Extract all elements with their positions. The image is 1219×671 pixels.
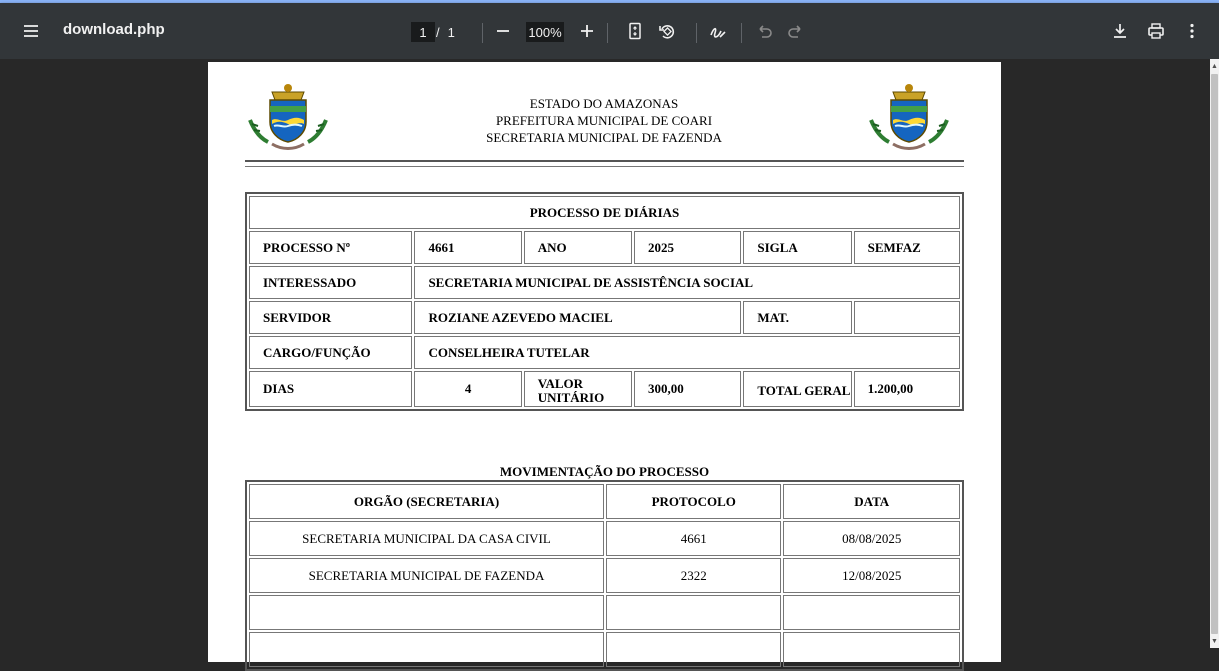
acronym-value: SEMFAZ [854,231,960,264]
document-header [404,95,804,146]
annotate-icon[interactable] [702,15,734,47]
page-total: 1 [447,24,455,40]
coat-of-arms-right [869,82,949,154]
process-table-title: PROCESSO DE DIÁRIAS [249,196,960,229]
pdf-page [208,62,1001,662]
days-label: DIAS [249,371,412,407]
acronym-label: SIGLA [743,231,851,264]
header-line-secretariat: SECRETARIA MUNICIPAL DE FAZENDA [486,130,722,145]
movement-section-title: MOVIMENTAÇÃO DO PROCESSO [499,464,710,479]
file-title: download.php [63,21,165,38]
table-header-row [249,484,960,519]
table-row [249,336,960,369]
table-row [249,266,960,299]
protocol-cell: 4661 [606,521,781,556]
scrollbar-thumb[interactable] [1211,74,1218,634]
fit-page-icon[interactable] [619,15,651,47]
zoom-in-icon[interactable] [571,15,603,47]
unit-value-label: VALOR UNITÁRIO [524,371,632,407]
page-separator: / [436,24,440,40]
toolbar-divider [607,23,608,43]
date-cell: 12/08/2025 [783,558,960,593]
year-value: 2025 [634,231,741,264]
scroll-down-arrow-icon[interactable]: ▼ [1211,638,1218,645]
registration-value [854,301,960,334]
undo-icon[interactable] [748,15,780,47]
table-row [249,595,960,630]
protocol-cell [606,632,781,667]
total-value: 1.200,00 [854,371,960,407]
agency-cell [249,632,604,667]
date-cell [783,632,960,667]
year-label: ANO [524,231,632,264]
process-number-value: 4661 [414,231,521,264]
toolbar-divider [741,23,742,43]
rotate-icon[interactable] [651,15,683,47]
header-line-state: ESTADO DO AMAZONAS [529,96,679,111]
process-number-label: PROCESSO Nº [249,231,412,264]
date-cell [783,595,960,630]
table-row [249,301,960,334]
table-row [249,632,960,667]
agency-cell: SECRETARIA MUNICIPAL DA CASA CIVIL [249,521,604,556]
toolbar-divider [482,23,483,43]
column-header-date: DATA [783,484,960,519]
interested-label: INTERESSADO [249,266,412,299]
header-line-prefecture: PREFEITURA MUNICIPAL DE COARI [495,113,713,128]
toolbar-divider [696,23,697,43]
more-icon[interactable] [1176,15,1208,47]
table-row [249,371,960,407]
zoom-out-icon[interactable] [487,15,519,47]
registration-label: MAT. [743,301,851,334]
table-row [249,521,960,556]
table-row [249,231,960,264]
table-row [249,196,960,229]
date-cell: 08/08/2025 [783,521,960,556]
header-divider [245,160,964,167]
download-icon[interactable] [1104,15,1136,47]
page-number-input[interactable]: 1 [411,22,435,42]
process-details-table [245,192,964,411]
protocol-cell: 2322 [606,558,781,593]
unit-value-value: 300,00 [634,371,741,407]
column-header-agency: ORGÃO (SECRETARIA) [249,484,604,519]
redo-icon[interactable] [780,15,812,47]
scroll-up-arrow-icon[interactable]: ▲ [1211,63,1218,70]
column-header-protocol: PROTOCOLO [606,484,781,519]
print-icon[interactable] [1140,15,1172,47]
interested-value: SECRETARIA MUNICIPAL DE ASSISTÊNCIA SOCIAL [414,266,960,299]
total-label: TOTAL GERAL [743,371,851,407]
employee-value: ROZIANE AZEVEDO MACIEL [414,301,741,334]
vertical-scrollbar[interactable] [1210,59,1219,648]
table-row [249,558,960,593]
coat-of-arms-left [248,82,328,154]
protocol-cell [606,595,781,630]
menu-icon[interactable] [15,15,47,47]
employee-label: SERVIDOR [249,301,412,334]
movement-table [245,480,964,671]
agency-cell [249,595,604,630]
days-value: 4 [414,371,521,407]
position-value: CONSELHEIRA TUTELAR [414,336,960,369]
position-label: CARGO/FUNÇÃO [249,336,412,369]
page-count [436,22,455,42]
pdf-toolbar [0,3,1219,59]
zoom-level-input[interactable]: 100% [526,22,564,42]
agency-cell: SECRETARIA MUNICIPAL DE FAZENDA [249,558,604,593]
